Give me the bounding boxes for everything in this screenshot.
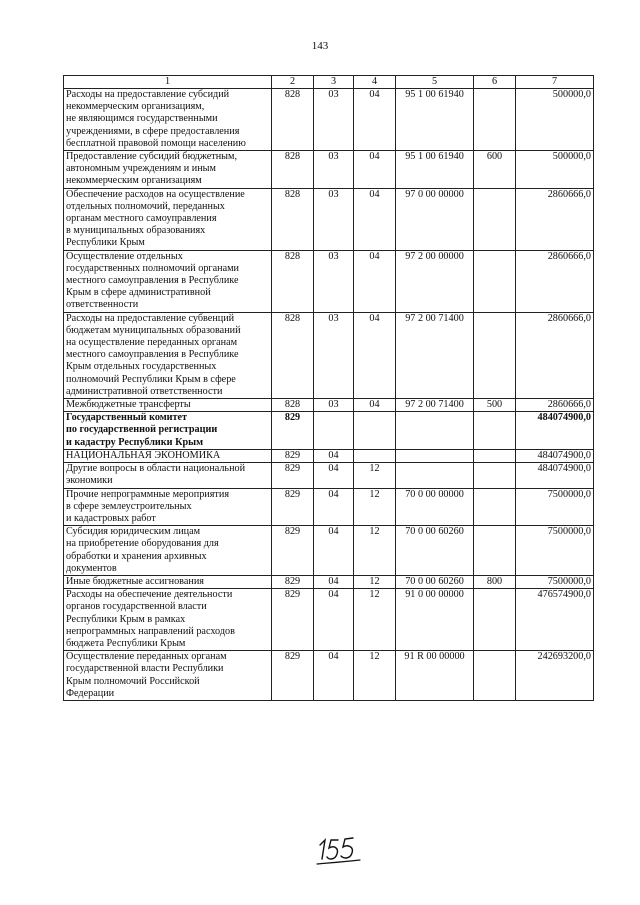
table-body (64, 89, 594, 701)
section-code-cell: 03 (314, 250, 354, 312)
row-name-line: Межбюджетные трансферты (66, 399, 191, 411)
amount-cell: 7500000,0 (516, 575, 594, 588)
table-row (64, 312, 594, 398)
row-name-cell (64, 151, 272, 189)
table-row (64, 412, 594, 450)
expense-type-cell (474, 449, 516, 462)
subsection-code-cell (354, 449, 396, 462)
row-name-line: Субсидия юридическим лицам (66, 526, 201, 538)
row-name-line: отдельных полномочий, переданных (66, 200, 225, 212)
row-name-cell (64, 575, 272, 588)
row-name-line: государственных полномочий органами (66, 262, 240, 274)
section-code-cell: 04 (314, 589, 354, 651)
subsection-code-cell: 12 (354, 488, 396, 526)
row-name-line: экономики (66, 475, 113, 487)
column-header-2: 2 (272, 76, 314, 89)
row-name-line: Крым полномочий Российской (66, 675, 200, 687)
section-code-cell: 03 (314, 188, 354, 250)
row-name-cell (64, 312, 272, 398)
subsection-code-cell: 12 (354, 526, 396, 576)
subsection-code-cell: 12 (354, 589, 396, 651)
section-code-cell: 04 (314, 463, 354, 488)
row-name-line: обработки и хранения архивных (66, 550, 207, 562)
handwritten-page-number-mark (316, 833, 362, 867)
row-name-cell (64, 463, 272, 488)
row-name-line: документов (66, 562, 117, 574)
subsection-code-cell: 04 (354, 188, 396, 250)
table-row (64, 463, 594, 488)
section-code-cell: 03 (314, 89, 354, 151)
table-row (64, 589, 594, 651)
target-article-cell (396, 449, 474, 462)
budget-table (63, 75, 594, 701)
row-name-line: Прочие непрограммные мероприятия (66, 488, 230, 500)
column-header-1: 1 (64, 76, 272, 89)
row-name-line: Расходы на обеспечение деятельности (66, 589, 233, 601)
table-row (64, 250, 594, 312)
expense-type-cell (474, 589, 516, 651)
target-article-cell: 70 0 00 60260 (396, 526, 474, 576)
row-name-line: на приобретение оборудования для (66, 538, 219, 550)
subsection-code-cell: 04 (354, 250, 396, 312)
target-article-cell (396, 412, 474, 450)
section-code-cell: 04 (314, 526, 354, 576)
table-row (64, 151, 594, 189)
table-row (64, 526, 594, 576)
section-code-cell: 04 (314, 449, 354, 462)
section-code-cell: 03 (314, 399, 354, 412)
amount-cell: 2860666,0 (516, 188, 594, 250)
target-article-cell: 70 0 00 00000 (396, 488, 474, 526)
target-article-cell: 97 2 00 71400 (396, 399, 474, 412)
row-name-line: непрограммных направлений расходов (66, 625, 235, 637)
target-article-cell (396, 463, 474, 488)
row-name-cell (64, 449, 272, 462)
row-name-cell (64, 589, 272, 651)
ministry-code-cell: 828 (272, 250, 314, 312)
subsection-code-cell: 04 (354, 89, 396, 151)
row-name-line: бесплатной правовой помощи населению (66, 137, 246, 149)
ministry-code-cell: 828 (272, 188, 314, 250)
expense-type-cell: 500 (474, 399, 516, 412)
row-name-line: Расходы на предоставление субсидий (66, 89, 230, 100)
amount-cell: 500000,0 (516, 151, 594, 189)
expense-type-cell (474, 412, 516, 450)
amount-cell: 2860666,0 (516, 399, 594, 412)
ministry-code-cell: 828 (272, 312, 314, 398)
table-header-row (64, 76, 594, 89)
row-name-line: Государственный комитет (66, 412, 188, 424)
ministry-code-cell: 829 (272, 589, 314, 651)
expense-type-cell: 600 (474, 151, 516, 189)
target-article-cell: 91 0 00 00000 (396, 589, 474, 651)
expense-type-cell (474, 312, 516, 398)
row-name-line: на осуществление переданных органам (66, 337, 238, 349)
expense-type-cell (474, 463, 516, 488)
ministry-code-cell: 829 (272, 412, 314, 450)
row-name-line: бюджетам муниципальных образований (66, 324, 241, 336)
row-name-cell (64, 399, 272, 412)
section-code-cell: 04 (314, 651, 354, 701)
table-row (64, 449, 594, 462)
expense-type-cell (474, 488, 516, 526)
subsection-code-cell: 12 (354, 575, 396, 588)
target-article-cell: 91 R 00 00000 (396, 651, 474, 701)
ministry-code-cell: 829 (272, 575, 314, 588)
subsection-code-cell (354, 412, 396, 450)
table-row (64, 89, 594, 151)
row-name-line: некоммерческим организациям (66, 175, 202, 187)
column-header-7: 7 (516, 76, 594, 89)
row-name-line: органов государственной власти (66, 601, 207, 613)
row-name-cell (64, 89, 272, 151)
row-name-line: Республики Крым (66, 237, 145, 249)
subsection-code-cell: 04 (354, 151, 396, 189)
row-name-line: Осуществление отдельных (66, 250, 183, 262)
column-header-5: 5 (396, 76, 474, 89)
amount-cell: 7500000,0 (516, 526, 594, 576)
row-name-cell (64, 651, 272, 701)
amount-cell: 484074900,0 (516, 463, 594, 488)
target-article-cell: 97 2 00 00000 (396, 250, 474, 312)
ministry-code-cell: 828 (272, 399, 314, 412)
row-name-line: в муниципальных образованиях (66, 225, 206, 237)
row-name-line: учреждениями, в сфере предоставления (66, 125, 240, 137)
row-name-line: Расходы на предоставление субвенций (66, 312, 235, 324)
expense-type-cell (474, 651, 516, 701)
row-name-line: Крым отдельных государственных (66, 361, 217, 373)
row-name-line: не являющимся государственными (66, 113, 218, 125)
section-code-cell: 04 (314, 575, 354, 588)
table-row (64, 488, 594, 526)
ministry-code-cell: 829 (272, 651, 314, 701)
row-name-line: полномочий Республики Крым в сфере (66, 373, 236, 385)
row-name-line: ответственности (66, 299, 139, 311)
expense-type-cell (474, 526, 516, 576)
expense-type-cell (474, 89, 516, 151)
table-row (64, 651, 594, 701)
ministry-code-cell: 828 (272, 151, 314, 189)
target-article-cell: 95 1 00 61940 (396, 89, 474, 151)
column-header-6: 6 (474, 76, 516, 89)
table-row (64, 188, 594, 250)
amount-cell: 484074900,0 (516, 412, 594, 450)
ministry-code-cell: 829 (272, 463, 314, 488)
row-name-line: Осуществление переданных органам (66, 651, 227, 663)
amount-cell: 484074900,0 (516, 449, 594, 462)
amount-cell: 2860666,0 (516, 312, 594, 398)
table-row (64, 575, 594, 588)
amount-cell: 2860666,0 (516, 250, 594, 312)
row-name-line: местного самоуправления в Республике (66, 275, 239, 287)
row-name-line: и кадастровых работ (66, 512, 156, 524)
row-name-cell (64, 526, 272, 576)
amount-cell: 7500000,0 (516, 488, 594, 526)
row-name-line: административной ответственности (66, 385, 223, 397)
section-code-cell: 03 (314, 312, 354, 398)
target-article-cell: 97 2 00 71400 (396, 312, 474, 398)
row-name-line: Обеспечение расходов на осуществление (66, 188, 245, 200)
expense-type-cell (474, 250, 516, 312)
amount-cell: 476574900,0 (516, 589, 594, 651)
row-name-line: Крым в сфере административной (66, 287, 211, 299)
row-name-cell (64, 250, 272, 312)
ministry-code-cell: 829 (272, 449, 314, 462)
target-article-cell: 70 0 00 60260 (396, 575, 474, 588)
row-name-line: Иные бюджетные ассигнования (66, 575, 204, 587)
row-name-line: органам местного самоуправления (66, 213, 217, 225)
page-number: 143 (311, 40, 329, 52)
subsection-code-cell: 12 (354, 463, 396, 488)
target-article-cell: 97 0 00 00000 (396, 188, 474, 250)
row-name-line: по государственной регистрации (66, 424, 218, 436)
row-name-line: Предоставление субсидий бюджетным, (66, 151, 238, 163)
amount-cell: 500000,0 (516, 89, 594, 151)
table-row (64, 399, 594, 412)
row-name-line: местного самоуправления в Республике (66, 349, 239, 361)
row-name-line: государственной власти Республики (66, 663, 224, 675)
column-header-4: 4 (354, 76, 396, 89)
ministry-code-cell: 829 (272, 488, 314, 526)
row-name-line: Другие вопросы в области национальной (66, 463, 246, 475)
row-name-cell (64, 488, 272, 526)
row-name-line: некоммерческим организациям, (66, 101, 205, 113)
row-name-line: Федерации (66, 687, 115, 699)
row-name-line: НАЦИОНАЛЬНАЯ ЭКОНОМИКА (66, 449, 221, 461)
row-name-line: в сфере землеустроительных (66, 500, 192, 512)
section-code-cell (314, 412, 354, 450)
subsection-code-cell: 04 (354, 399, 396, 412)
subsection-code-cell: 04 (354, 312, 396, 398)
column-header-3: 3 (314, 76, 354, 89)
row-name-line: Республики Крым в рамках (66, 613, 186, 625)
section-code-cell: 04 (314, 488, 354, 526)
row-name-cell (64, 412, 272, 450)
row-name-cell (64, 188, 272, 250)
subsection-code-cell: 12 (354, 651, 396, 701)
section-code-cell: 03 (314, 151, 354, 189)
ministry-code-cell: 828 (272, 89, 314, 151)
expense-type-cell (474, 188, 516, 250)
ministry-code-cell: 829 (272, 526, 314, 576)
amount-cell: 242693200,0 (516, 651, 594, 701)
row-name-line: и кадастру Республики Крым (66, 436, 204, 448)
row-name-line: бюджета Республики Крым (66, 637, 186, 649)
target-article-cell: 95 1 00 61940 (396, 151, 474, 189)
expense-type-cell: 800 (474, 575, 516, 588)
row-name-line: автономным учреждениям и иным (66, 163, 216, 175)
